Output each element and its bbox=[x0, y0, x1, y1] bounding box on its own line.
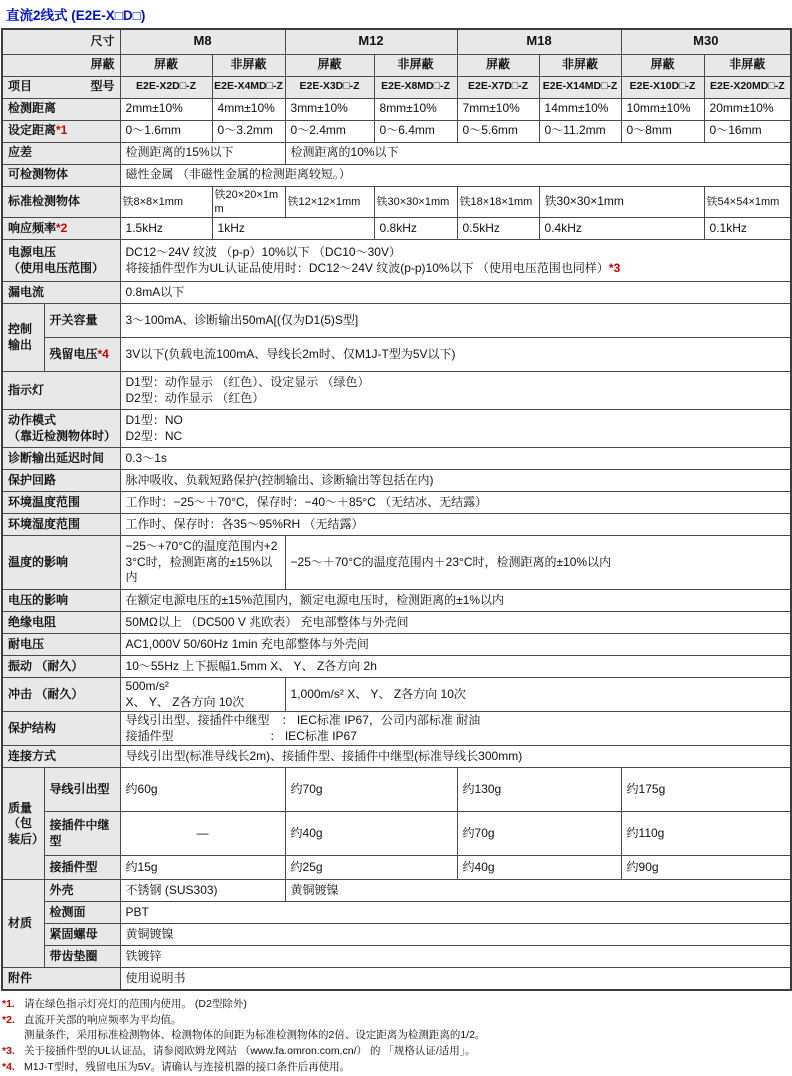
spec-cell: D1型：NO D2型：NC bbox=[120, 410, 791, 448]
spec-cell: 14mm±10% bbox=[539, 98, 621, 120]
footnote-text: M1J-T型时，残留电压为5V。请确认与连接机器的接口条件后再使用。 bbox=[24, 1060, 351, 1073]
row-insulation-resistance bbox=[2, 612, 791, 634]
row-label: 附件 bbox=[2, 968, 120, 990]
spec-cell: 3mm±10% bbox=[285, 98, 374, 120]
spec-cell: 2mm±10% bbox=[120, 98, 212, 120]
spec-cell: 约25g bbox=[285, 856, 457, 880]
model-cell: E2E-X10D□-Z bbox=[621, 76, 704, 98]
row-voltage-influence bbox=[2, 590, 791, 612]
row-temperature-influence bbox=[2, 536, 791, 590]
row-label: 环境湿度范围 bbox=[2, 514, 120, 536]
spec-cell: 黄铜镀镍 bbox=[120, 924, 791, 946]
row-label: 环境温度范围 bbox=[2, 492, 120, 514]
spec-cell: 工作时、保存时：各35～95%RH （无结露） bbox=[120, 514, 791, 536]
row-label: 设定距离*1 bbox=[2, 120, 120, 142]
row-response-frequency bbox=[2, 218, 791, 240]
sub-label: 紧固螺母 bbox=[44, 924, 120, 946]
spec-cell: 约175g bbox=[621, 768, 791, 812]
spec-cell: AC1,000V 50/60Hz 1min 充电部整体与外壳间 bbox=[120, 634, 791, 656]
m18-shield: 屏蔽 bbox=[457, 54, 539, 76]
row-label: 绝缘电阻 bbox=[2, 612, 120, 634]
size-header-label: 尺寸 bbox=[2, 29, 120, 54]
spec-cell: 0～6.4mm bbox=[374, 120, 457, 142]
spec-cell: 铁18×18×1mm bbox=[457, 186, 539, 218]
row-weight-prewired bbox=[2, 768, 791, 812]
spec-cell: 4mm±10% bbox=[212, 98, 285, 120]
row-ambient-humidity bbox=[2, 514, 791, 536]
footnote-3 bbox=[2, 1044, 786, 1060]
footnote-4 bbox=[2, 1060, 786, 1076]
spec-cell: 0.8kHz bbox=[374, 218, 457, 240]
row-label: 振动 （耐久） bbox=[2, 656, 120, 678]
spec-cell: 约90g bbox=[621, 856, 791, 880]
spec-cell: 铁54×54×1mm bbox=[704, 186, 791, 218]
spec-cell: 铁30×30×1mm bbox=[539, 186, 704, 218]
row-residual-voltage bbox=[2, 338, 791, 372]
spec-cell: PBT bbox=[120, 902, 791, 924]
row-weight-connector-relay bbox=[2, 812, 791, 856]
model-cell: E2E-X3D□-Z bbox=[285, 76, 374, 98]
spec-cell: 约40g bbox=[285, 812, 457, 856]
spec-cell: 导线引出型(标准导线长2m)、接插件型、接插件中继型(标准导线长300mm) bbox=[120, 746, 791, 768]
sub-label: 带齿垫圈 bbox=[44, 946, 120, 968]
spec-cell: 0.1kHz bbox=[704, 218, 791, 240]
row-power-voltage bbox=[2, 240, 791, 282]
row-protection-circuit bbox=[2, 470, 791, 492]
footnotes bbox=[2, 997, 786, 1076]
footnote-text: 关于接插件型的UL认证品，请参阅欧姆龙网站 （www.fa.omron.com.cn/） 的 「规格认证/适用」。 bbox=[24, 1045, 476, 1058]
model-cell: E2E-X7D□-Z bbox=[457, 76, 539, 98]
row-label-weight: 质量（包装后） bbox=[2, 768, 44, 880]
footnote-mark: *1. bbox=[2, 997, 15, 1010]
row-standard-object bbox=[2, 186, 791, 218]
spec-cell: 铁30×30×1mm bbox=[374, 186, 457, 218]
sub-label: 检测面 bbox=[44, 902, 120, 924]
spec-cell: 不锈钢 (SUS303) bbox=[120, 880, 285, 902]
row-material-case bbox=[2, 880, 791, 902]
row-label: 应差 bbox=[2, 142, 120, 164]
footnote-text: 直流开关部的响应频率为平均值。 bbox=[24, 1013, 182, 1026]
model-cell: E2E-X4MD□-Z bbox=[212, 76, 285, 98]
spec-cell: 0～11.2mm bbox=[539, 120, 621, 142]
spec-cell: 使用说明书 bbox=[120, 968, 791, 990]
item-label: 项目 bbox=[8, 79, 33, 94]
header-row-shield bbox=[2, 54, 791, 76]
spec-cell: 约130g bbox=[457, 768, 621, 812]
spec-cell: 约40g bbox=[457, 856, 621, 880]
spec-cell: −25～＋70°C的温度范围内＋23°C时，检测距离的±10%以内 bbox=[285, 536, 791, 590]
row-weight-connector bbox=[2, 856, 791, 880]
model-label: 型号 bbox=[90, 79, 115, 94]
spec-cell: 0～2.4mm bbox=[285, 120, 374, 142]
spec-cell: 0～16mm bbox=[704, 120, 791, 142]
row-label: 电源电压 （使用电压范围） bbox=[2, 240, 120, 282]
spec-cell: 约60g bbox=[120, 768, 285, 812]
size-m8: M8 bbox=[120, 29, 285, 54]
spec-cell: 铁镀锌 bbox=[120, 946, 791, 968]
row-label: 冲击 （耐久） bbox=[2, 678, 120, 712]
row-leakage-current bbox=[2, 282, 791, 304]
page-title: 直流2线式 (E2E-X□D□) bbox=[6, 8, 146, 23]
row-connection-method bbox=[2, 746, 791, 768]
model-cell: E2E-X20MD□-Z bbox=[704, 76, 791, 98]
spec-cell: 检测距离的10%以下 bbox=[285, 142, 791, 164]
m12-shield: 屏蔽 bbox=[285, 54, 374, 76]
row-diagnostic-delay bbox=[2, 448, 791, 470]
spec-cell: 约70g bbox=[285, 768, 457, 812]
spec-cell: D1型：动作显示 （红色）、设定显示 （绿色） D2型：动作显示 （红色） bbox=[120, 372, 791, 410]
row-operation-mode bbox=[2, 410, 791, 448]
spec-cell: 检测距离的15%以下 bbox=[120, 142, 285, 164]
row-label: 耐电压 bbox=[2, 634, 120, 656]
row-material-clamping-nut bbox=[2, 924, 791, 946]
m12-unshield: 非屏蔽 bbox=[374, 54, 457, 76]
spec-cell: 10～55Hz 上下振幅1.5mm X、 Y、 Z各方向 2h bbox=[120, 656, 791, 678]
spec-cell: 黄铜镀镍 bbox=[285, 880, 791, 902]
row-withstand-voltage bbox=[2, 634, 791, 656]
spec-cell: −25～+70°C的温度范围内+23°C时，检测距离的±15%以内 bbox=[120, 536, 285, 590]
spec-cell: 1.5kHz bbox=[120, 218, 212, 240]
spec-cell: 约70g bbox=[457, 812, 621, 856]
header-row-size bbox=[2, 29, 791, 54]
spec-cell: 在额定电源电压的±15%范围内，额定电源电压时，检测距离的±1%以内 bbox=[120, 590, 791, 612]
spec-cell: 50MΩ以上 （DC500 V 兆欧表） 充电部整体与外壳间 bbox=[120, 612, 791, 634]
spec-cell: 0～1.6mm bbox=[120, 120, 212, 142]
model-cell: E2E-X14MD□-Z bbox=[539, 76, 621, 98]
row-set-distance bbox=[2, 120, 791, 142]
row-detect-distance bbox=[2, 98, 791, 120]
spec-table bbox=[1, 28, 792, 991]
spec-cell: 3V以下(负载电流100mA、导线长2m时、仅M1J-T型为5V以下) bbox=[120, 338, 791, 372]
row-label: 保护回路 bbox=[2, 470, 120, 492]
size-m12: M12 bbox=[285, 29, 457, 54]
footnote-mark: *2 bbox=[56, 220, 68, 235]
spec-cell: 脉冲吸收、负载短路保护(控制输出、诊断输出等包括在内) bbox=[120, 470, 791, 492]
spec-cell: 磁性金属 （非磁性金属的检测距离较短。） bbox=[120, 164, 791, 186]
footnote-mark: *4. bbox=[2, 1060, 15, 1073]
row-material-sensing-face bbox=[2, 902, 791, 924]
spec-cell: 20mm±10% bbox=[704, 98, 791, 120]
sub-label: 接插件型 bbox=[44, 856, 120, 880]
row-label: 保护结构 bbox=[2, 712, 120, 746]
spec-cell: — bbox=[120, 812, 285, 856]
spec-cell: 1kHz bbox=[212, 218, 374, 240]
m18-unshield: 非屏蔽 bbox=[539, 54, 621, 76]
row-ambient-temperature bbox=[2, 492, 791, 514]
spec-cell: 0～8mm bbox=[621, 120, 704, 142]
shield-header-label: 屏蔽 bbox=[2, 54, 120, 76]
spec-cell: 0.8mA以下 bbox=[120, 282, 791, 304]
spec-cell: 7mm±10% bbox=[457, 98, 539, 120]
row-label-material: 材质 bbox=[2, 880, 44, 968]
spec-cell: 0～5.6mm bbox=[457, 120, 539, 142]
model-cell: E2E-X2D□-Z bbox=[120, 76, 212, 98]
row-indicator bbox=[2, 372, 791, 410]
row-label: 动作模式 （靠近检测物体时） bbox=[2, 410, 120, 448]
footnote-mark: *3 bbox=[608, 260, 621, 275]
spec-cell: 0.4kHz bbox=[539, 218, 704, 240]
row-label-control-output: 控制输出 bbox=[2, 304, 44, 372]
spec-cell: 8mm±10% bbox=[374, 98, 457, 120]
spec-cell: 0～3.2mm bbox=[212, 120, 285, 142]
spec-cell: 500m/s² X、 Y、 Z各方向 10次 bbox=[120, 678, 285, 712]
footnote-mark: *3. bbox=[2, 1045, 15, 1058]
sub-label: 外壳 bbox=[44, 880, 120, 902]
row-label: 标准检测物体 bbox=[2, 186, 120, 218]
row-material-toothed-washer bbox=[2, 946, 791, 968]
footnote-mark: *2. bbox=[2, 1013, 15, 1026]
spec-cell: 铁8×8×1mm bbox=[120, 186, 212, 218]
spec-cell: DC12～24V 纹波 （p-p）10%以下 （DC10～30V） 将接插件型作为UL认证品使用时：DC12～24V 纹波(p-p)10%以下 （使用电压范围也同样）*3 bbox=[120, 240, 791, 282]
footnote-2 bbox=[2, 1013, 786, 1029]
spec-cell: 约110g bbox=[621, 812, 791, 856]
row-accessory bbox=[2, 968, 791, 990]
spec-cell: 3～100mA、诊断输出50mA[(仅为D1(5)S型] bbox=[120, 304, 791, 338]
spec-cell: 0.3～1s bbox=[120, 448, 791, 470]
spec-cell: 铁20×20×1mm bbox=[212, 186, 285, 218]
m30-shield: 屏蔽 bbox=[621, 54, 704, 76]
m30-unshield: 非屏蔽 bbox=[704, 54, 791, 76]
row-label: 诊断输出延迟时间 bbox=[2, 448, 120, 470]
m8-shield: 屏蔽 bbox=[120, 54, 212, 76]
row-enclosure-rating bbox=[2, 712, 791, 746]
row-hysteresis bbox=[2, 142, 791, 164]
item-model-header bbox=[2, 76, 120, 98]
row-detectable-object bbox=[2, 164, 791, 186]
footnote-mark: *1 bbox=[56, 123, 68, 138]
spec-cell: 导线引出型、接插件中继型 ： IEC标准 IP67，公司内部标准 耐油 接插件型 ： IEC标准 IP67 bbox=[120, 712, 791, 746]
sub-label: 导线引出型 bbox=[44, 768, 120, 812]
footnote-mark: *4 bbox=[97, 346, 109, 361]
sub-label: 残留电压*4 bbox=[44, 338, 120, 372]
row-vibration bbox=[2, 656, 791, 678]
sub-label: 接插件中继型 bbox=[44, 812, 120, 856]
spec-cell: 10mm±10% bbox=[621, 98, 704, 120]
row-label: 温度的影响 bbox=[2, 536, 120, 590]
footnote-2-continued: 测量条件，采用标准检测物体、检测物体的间距为标准检测物体的2倍、设定距离为检测距离的1/2。 bbox=[24, 1029, 486, 1042]
spec-cell: 约15g bbox=[120, 856, 285, 880]
m8-unshield: 非屏蔽 bbox=[212, 54, 285, 76]
row-switching-capacity bbox=[2, 304, 791, 338]
footnote-1 bbox=[2, 997, 786, 1013]
row-label: 漏电流 bbox=[2, 282, 120, 304]
footnote-text: 请在绿色指示灯亮灯的范围内使用。 (D2型除外) bbox=[24, 997, 247, 1010]
row-label: 可检测物体 bbox=[2, 164, 120, 186]
size-m30: M30 bbox=[621, 29, 791, 54]
row-label: 电压的影响 bbox=[2, 590, 120, 612]
spec-cell: 工作时：−25～＋70°C，保存时：−40～＋85°C （无结冰、无结露） bbox=[120, 492, 791, 514]
spec-cell: 1,000m/s² X、 Y、 Z各方向 10次 bbox=[285, 678, 791, 712]
row-label: 连接方式 bbox=[2, 746, 120, 768]
header-row-model bbox=[2, 76, 791, 98]
row-label: 指示灯 bbox=[2, 372, 120, 410]
row-label: 检测距离 bbox=[2, 98, 120, 120]
spec-cell: 铁12×12×1mm bbox=[285, 186, 374, 218]
row-shock bbox=[2, 678, 791, 712]
size-m18: M18 bbox=[457, 29, 621, 54]
row-label: 响应频率*2 bbox=[2, 218, 120, 240]
spec-cell: 0.5kHz bbox=[457, 218, 539, 240]
sub-label: 开关容量 bbox=[44, 304, 120, 338]
model-cell: E2E-X8MD□-Z bbox=[374, 76, 457, 98]
